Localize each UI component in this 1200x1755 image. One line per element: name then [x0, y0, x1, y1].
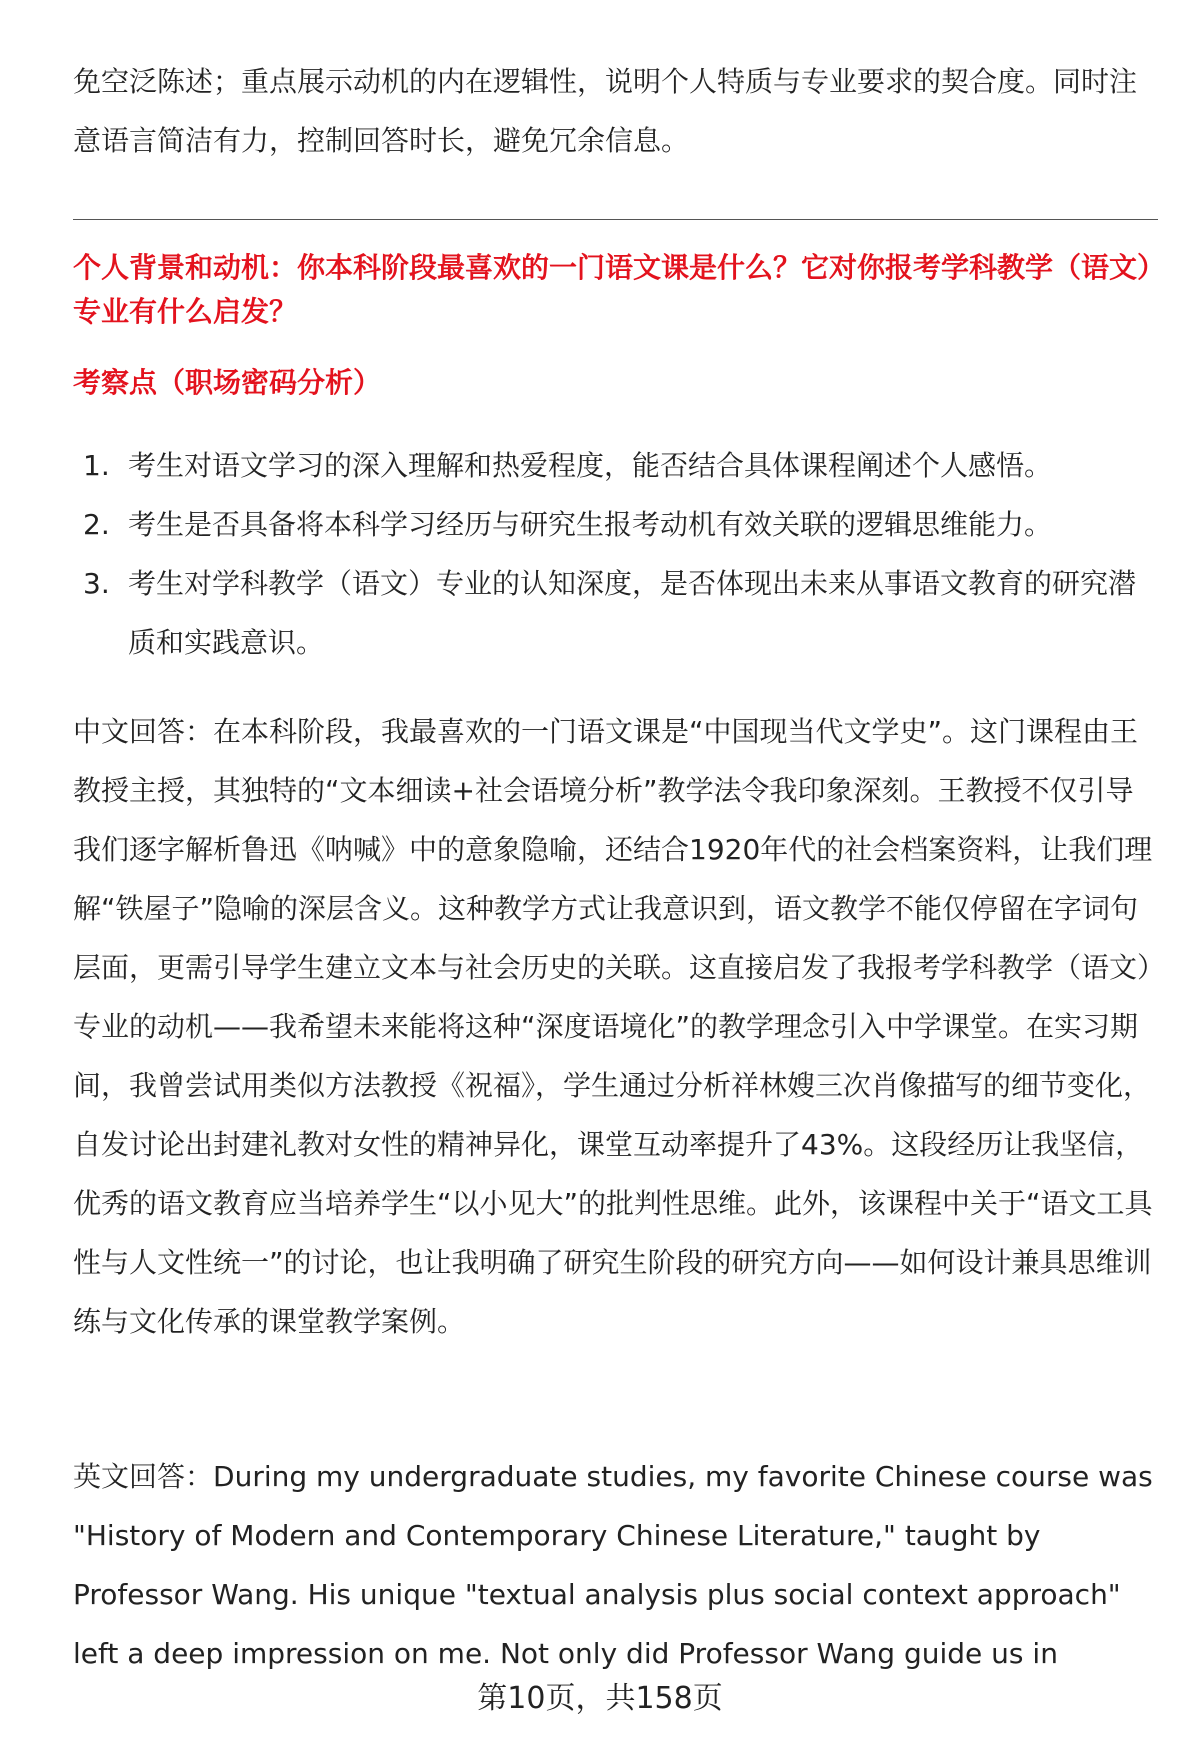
english-answer-text: During my undergraduate studies, my favorite Chinese course was "History of Modern and Contemporary Chinese Literature," taught by Professor Wang. His unique "textual analysis plus social context approach" left a deep impression on me. Not only did Professor Wang guide us in	[73, 1460, 1153, 1670]
list-item-number: 1.	[83, 449, 110, 482]
chinese-answer-label: 中文回答：	[73, 715, 214, 748]
intro-paragraph: 免空泛陈述；重点展示动机的内在逻辑性，说明个人特质与专业要求的契合度。同时注意语言简洁有力，控制回答时长，避免冗余信息。	[73, 65, 1138, 157]
list-item	[73, 436, 1158, 495]
english-answer-label: 英文回答：	[73, 1460, 214, 1493]
assessment-points-heading: 考察点（职场密码分析）	[73, 366, 382, 399]
list-item	[73, 495, 1158, 554]
list-item-text: 考生是否具备将本科学习经历与研究生报考动机有效关联的逻辑思维能力。	[128, 508, 1053, 541]
list-item-number: 2.	[83, 508, 110, 541]
english-answer-paragraph	[73, 1447, 1153, 1683]
list-item-number: 3.	[83, 567, 110, 600]
list-item-text: 考生对学科教学（语文）专业的认知深度，是否体现出未来从事语文教育的研究潜质和实践意识。	[128, 567, 1137, 659]
list-item	[73, 554, 1158, 672]
section-divider	[73, 219, 1158, 220]
chinese-answer-paragraph	[73, 702, 1158, 1351]
question-heading: 个人背景和动机：你本科阶段最喜欢的一门语文课是什么？它对你报考学科教学（语文）专业有什么启发？	[73, 251, 1152, 328]
chinese-answer-text: 在本科阶段，我最喜欢的一门语文课是“中国现当代文学史”。这门课程由王教授主授，其独特的“文本细读+社会语境分析”教学法令我印象深刻。王教授不仅引导我们逐字解析鲁迅《呐喊》中的意象隐喻，还结合1920年代的社会档案资料，让我们理解“铁屋子”隐喻的深层含义。这种教学方式让我意识到，语文教学不能仅停留在字词句层面，更需引导学生建立文本与社会历史的关联。这直接启发了我报考学科教学（语文）专业的动机——我希望未来能将这种“深度语境化”的教学理念引入中学课堂。在实习期间，我曾尝试用类似方法教授《祝福》，学生通过分析祥林嫂三次肖像描写的细节变化，自发讨论出封建礼教对女性的精神异化，课堂互动率提升了43%。这段经历让我坚信，优秀的语文教育应当培养学生“以小见大”的批判性思维。此外，该课程中关于“语文工具性与人文性统一”的讨论，也让我明确了研究生阶段的研究方向——如何设计兼具思维训练与文化传承的课堂教学案例。	[73, 715, 1153, 1338]
assessment-points-list	[73, 436, 1158, 672]
page-number-footer: 第10页，共158页	[477, 1681, 723, 1716]
list-item-text: 考生对语文学习的深入理解和热爱程度，能否结合具体课程阐述个人感悟。	[128, 449, 1053, 482]
